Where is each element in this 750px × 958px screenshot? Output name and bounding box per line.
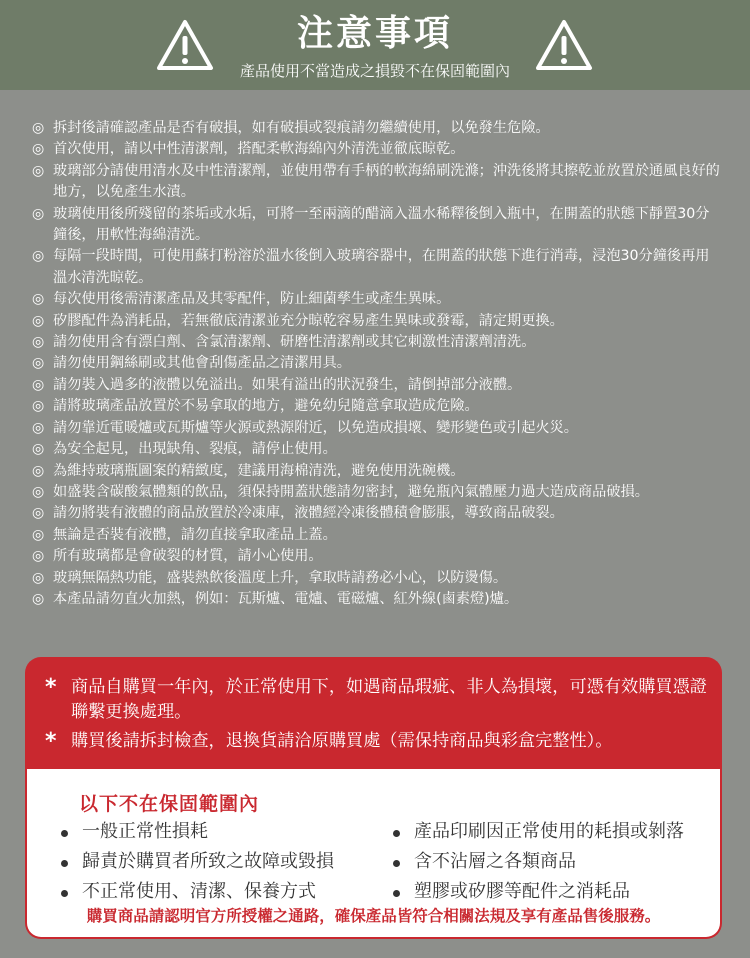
exclusions-right-list (387, 817, 684, 907)
circle-bullet-icon: ◎ (32, 526, 45, 543)
circle-bullet-icon: ◎ (32, 483, 45, 500)
note-item: ◎ 請勿將裝有液體的商品放置於冷凍庫，液體經冷凍後體積會膨脹，導致商品破裂。 (32, 503, 722, 524)
exclusions-title: 以下不在保固範圍內 (79, 793, 260, 815)
note-item: ◎ 請勿靠近電暖爐或瓦斯爐等火源或熱源附近，以免造成損壞、變形變色或引起火災。 (32, 418, 722, 439)
note-item: ◎ 如盛裝含碳酸氣體類的飲品，須保持開蓋狀態請勿密封，避免瓶內氣體壓力過大造成商品破損。 (32, 482, 722, 503)
circle-bullet-icon: ◎ (32, 162, 45, 179)
note-item: ◎ 玻璃無隔熱功能，盛裝熱飲後溫度上升，拿取時請務必小心，以防燙傷。 (32, 568, 722, 589)
bullet-dot-icon (61, 830, 68, 837)
exclusion-item: 含不沾層之各類商品 (387, 847, 684, 877)
note-item: ◎ 矽膠配件為消耗品，若無徹底清潔並充分晾乾容易產生異味或發霉，請定期更換。 (32, 311, 722, 332)
note-item: ◎ 玻璃部分請使用清水及中性清潔劑，並使用帶有手柄的軟海綿刷洗滌；沖洗後將其擦乾並放置於通風良好的地方，以免產生水漬。 (32, 162, 720, 201)
warranty-panel: * 商品自購買一年內，於正常使用下，如遇商品瑕疵、非人為損壞，可憑有效購買憑證聯繫更換處理。 * 購買後請拆封檢查，退換貨請洽原購買處（需保持商品與彩盒完整性）。 (25, 657, 722, 769)
note-item: ◎ 請勿使用含有漂白劑、含氯清潔劑、研磨性清潔劑或其它刺激性清潔劑清洗。 (32, 332, 722, 353)
asterisk-icon: * (45, 675, 57, 700)
circle-bullet-icon: ◎ (32, 376, 45, 393)
note-item: ◎ 為維持玻璃瓶圖案的精緻度，建議用海棉清洗，避免使用洗碗機。 (32, 461, 722, 482)
exclusions-panel (25, 769, 722, 939)
bullet-dot-icon (393, 830, 400, 837)
note-item: ◎ 每隔一段時間，可使用蘇打粉溶於溫水後倒入玻璃容器中，在開蓋的狀態下進行消毒，浸泡30分鐘後再用溫水清洗晾乾。 (32, 248, 710, 286)
header-banner (0, 0, 750, 90)
note-item: ◎ 請勿使用鋼絲刷或其他會刮傷產品之清潔用具。 (32, 353, 722, 374)
exclusion-item: 一般正常性損耗 (55, 817, 334, 847)
warning-triangle-icon (534, 18, 594, 72)
official-channel-notice: 購買商品請認明官方所授權之通路，確保產品皆符合相關法規及享有產品售後服務。 (86, 907, 661, 925)
circle-bullet-icon: ◎ (32, 355, 45, 372)
bullet-dot-icon (61, 890, 68, 897)
note-item: ◎ 玻璃使用後所殘留的茶垢或水垢，可將一至兩滴的醋滴入溫水稀釋後倒入瓶中，在開蓋的狀態下靜置30分鐘後，用軟性海綿清洗。 (32, 205, 710, 244)
page-title: 注意事項 (296, 13, 453, 54)
circle-bullet-icon: ◎ (32, 441, 45, 458)
note-item: ◎ 拆封後請確認產品是否有破損，如有破損或裂痕請勿繼續使用，以免發生危險。 (32, 118, 722, 139)
circle-bullet-icon: ◎ (32, 505, 45, 522)
circle-bullet-icon: ◎ (32, 569, 45, 586)
exclusion-item: 歸責於購買者所致之故障或毀損 (55, 847, 334, 877)
circle-bullet-icon: ◎ (32, 291, 45, 308)
circle-bullet-icon: ◎ (32, 462, 45, 479)
note-item: ◎ 為安全起見，出現缺角、裂痕，請停止使用。 (32, 439, 722, 460)
note-item: ◎ 所有玻璃都是會破裂的材質，請小心使用。 (32, 546, 722, 567)
exclusion-item: 不正常使用、清潔、保養方式 (55, 877, 334, 907)
asterisk-icon: * (45, 729, 57, 754)
circle-bullet-icon: ◎ (32, 334, 45, 351)
circle-bullet-icon: ◎ (32, 590, 45, 607)
note-item: ◎ 請將玻璃產品放置於不易拿取的地方，避免幼兒隨意拿取造成危險。 (32, 396, 722, 417)
circle-bullet-icon: ◎ (32, 141, 45, 158)
circle-bullet-icon: ◎ (32, 548, 45, 565)
bullet-dot-icon (61, 860, 68, 867)
circle-bullet-icon: ◎ (32, 419, 45, 436)
note-item: ◎ 請勿裝入過多的液體以免溢出。如果有溢出的狀況發生，請倒掉部分液體。 (32, 375, 722, 396)
circle-bullet-icon: ◎ (32, 312, 45, 329)
circle-bullet-icon: ◎ (32, 120, 45, 136)
exclusion-item: 塑膠或矽膠等配件之消耗品 (387, 877, 684, 907)
note-item: ◎ 本產品請勿直火加熱，例如：瓦斯爐、電爐、電磁爐、紅外線(鹵素燈)爐。 (32, 589, 722, 610)
circle-bullet-icon: ◎ (32, 248, 45, 265)
bullet-dot-icon (393, 890, 400, 897)
page-subtitle: 產品使用不當造成之損毀不在保固範圍內 (239, 62, 510, 80)
circle-bullet-icon: ◎ (32, 205, 45, 222)
circle-bullet-icon: ◎ (32, 398, 45, 415)
bullet-dot-icon (393, 860, 400, 867)
exclusions-left-list (55, 817, 334, 907)
exclusion-item: 產品印刷因正常使用的耗損或剝落 (387, 817, 684, 847)
care-notes-list (32, 118, 722, 610)
note-item: ◎ 首次使用，請以中性清潔劑，搭配柔軟海綿內外清洗並徹底晾乾。 (32, 139, 722, 160)
note-item: ◎ 無論是否裝有液體，請勿直接拿取產品上蓋。 (32, 525, 722, 546)
note-item: ◎ 每次使用後需清潔產品及其零配件，防止細菌孳生或產生異味。 (32, 289, 722, 310)
